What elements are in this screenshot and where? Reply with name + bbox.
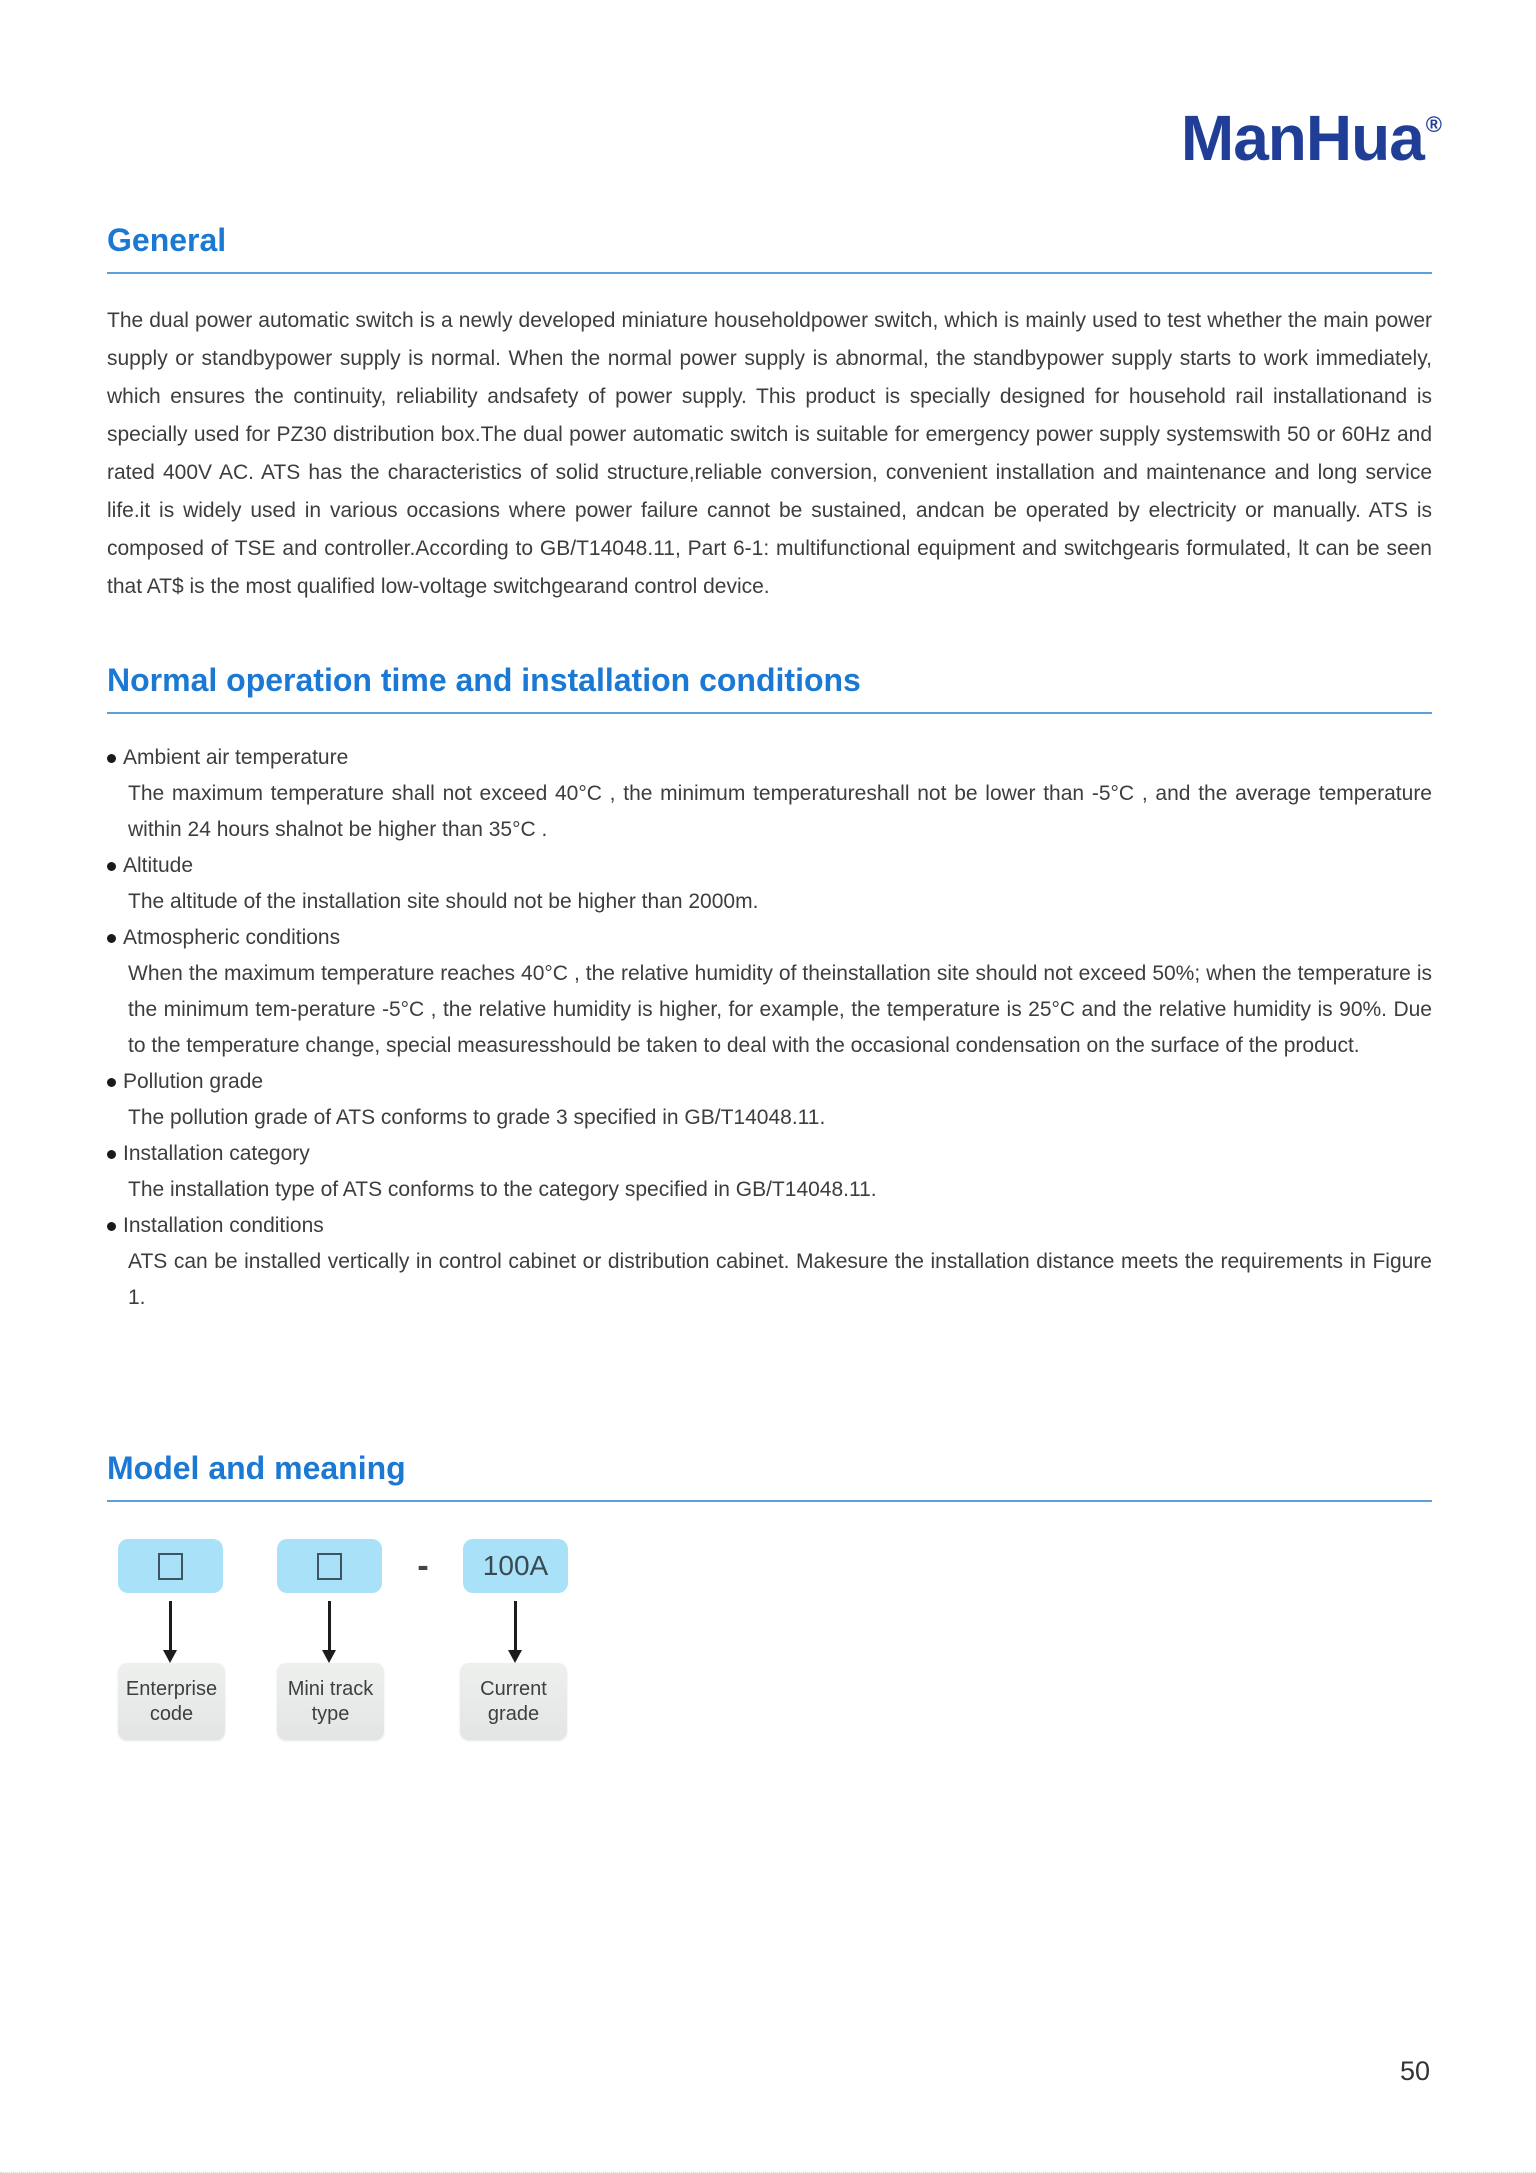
model-label-current-grade: Current grade — [460, 1663, 567, 1740]
bullet-title — [107, 1208, 1432, 1244]
model-code-box-mini-track — [277, 1539, 382, 1593]
down-arrow-icon — [328, 1601, 331, 1651]
bullet-title — [107, 1064, 1432, 1100]
bullet-title-text: Ambient air temperature — [123, 746, 349, 769]
bullet-icon — [107, 934, 116, 943]
bullet-title — [107, 740, 1432, 776]
placeholder-square-icon — [317, 1553, 342, 1580]
bullet-title — [107, 1136, 1432, 1172]
list-item — [107, 1136, 1432, 1208]
bullet-icon — [107, 862, 116, 871]
bullet-icon — [107, 1150, 116, 1159]
current-grade-value: 100A — [482, 1550, 549, 1581]
list-item — [107, 848, 1432, 920]
list-item — [107, 1064, 1432, 1136]
bullet-title-text: Installation category — [123, 1142, 310, 1165]
bullet-title-text: Atmospheric conditions — [123, 926, 341, 949]
model-code-box-enterprise — [118, 1539, 223, 1593]
placeholder-square-icon — [158, 1553, 183, 1580]
section-operation-conditions — [107, 662, 1432, 1316]
bullet-icon — [107, 754, 116, 763]
section-title-model: Model and meaning — [107, 1450, 406, 1486]
general-paragraph: The dual power automatic switch is a newly developed miniature householdpower switch, which is mainly used to test whether the main power supply or standbypower supply is normal. When the normal power supply is abnormal, the standbypower supply starts to work immediately, which ensures the continuity, reliability andsafety of power supply. This product is specially designed for household rail installationand is specially used for PZ30 distribution box.The dual power automatic switch is suitable for emergency power supply systemswith 50 or 60Hz and rated 400V AC. ATS has the characteristics of solid structure,reliable conversion, convenient installation and maintenance and long service life.it is widely used in various occasions where power failure cannot be sustained, andcan be operated by electricity or manually. ATS is composed of TSE and controller.According to GB/T14048.11, Part 6-1: multifunctional equipment and switchgearis formulated, lt can be seen that AT$ is the most qualified low-voltage switchgearand control device. — [107, 309, 1432, 598]
brand-logo-text: ManHua — [1180, 102, 1424, 174]
bullet-body: When the maximum temperature reaches 40°C , the relative humidity of theinstallation site should not exceed 50%; when the temperature is the minimum tem-perature -5°C , the relative humidity is higher, for example, the temperature is 25°C and the relative humidity is 90%. Due to the temperature change, special measuresshould be taken to deal with the occasional condensation on the surface of the product. — [128, 962, 1432, 1057]
section-model-meaning — [107, 1450, 1432, 1754]
down-arrow-icon — [514, 1601, 517, 1651]
list-item — [107, 740, 1432, 848]
model-separator: - — [417, 1546, 429, 1585]
section-general — [107, 222, 1432, 606]
model-label-enterprise-code: Enterprise code — [118, 1663, 225, 1740]
model-code-box-current-grade — [463, 1539, 568, 1593]
bullet-body: The pollution grade of ATS conforms to grade 3 specified in GB/T14048.11. — [128, 1106, 826, 1129]
registered-trademark-icon: ® — [1425, 112, 1442, 137]
bullet-title — [107, 848, 1432, 884]
bullet-title-text: Altitude — [123, 854, 194, 877]
bullet-title-text: Installation conditions — [123, 1214, 324, 1237]
bullet-body: The installation type of ATS conforms to the category specified in GB/T14048.11. — [128, 1178, 877, 1201]
list-item — [107, 920, 1432, 1064]
section-title-conditions: Normal operation time and installation conditions — [107, 662, 861, 698]
bullet-title — [107, 920, 1432, 956]
page-number: 50 — [1399, 2056, 1430, 2086]
model-diagram — [107, 1539, 1432, 1754]
section-divider — [107, 712, 1432, 714]
bullet-icon — [107, 1222, 116, 1231]
bullet-body: The maximum temperature shall not exceed 40°C , the minimum temperatureshall not be lower than -5°C , and the average temperature within 24 hours shalnot be higher than 35°C . — [128, 782, 1432, 841]
bullet-title-text: Pollution grade — [123, 1070, 264, 1093]
section-title-general: General — [107, 222, 227, 258]
bullet-body: The altitude of the installation site should not be higher than 2000m. — [128, 890, 759, 913]
model-label-mini-track-type: Mini track type — [277, 1663, 384, 1740]
brand-logo — [1180, 92, 1442, 174]
section-divider — [107, 1500, 1432, 1502]
down-arrow-icon — [169, 1601, 172, 1651]
list-item — [107, 1208, 1432, 1316]
bullet-icon — [107, 1078, 116, 1087]
section-divider — [107, 272, 1432, 274]
conditions-list — [107, 740, 1432, 1316]
bullet-body: ATS can be installed vertically in control cabinet or distribution cabinet. Makesure the installation distance meets the requirements in Figure 1. — [128, 1250, 1432, 1309]
